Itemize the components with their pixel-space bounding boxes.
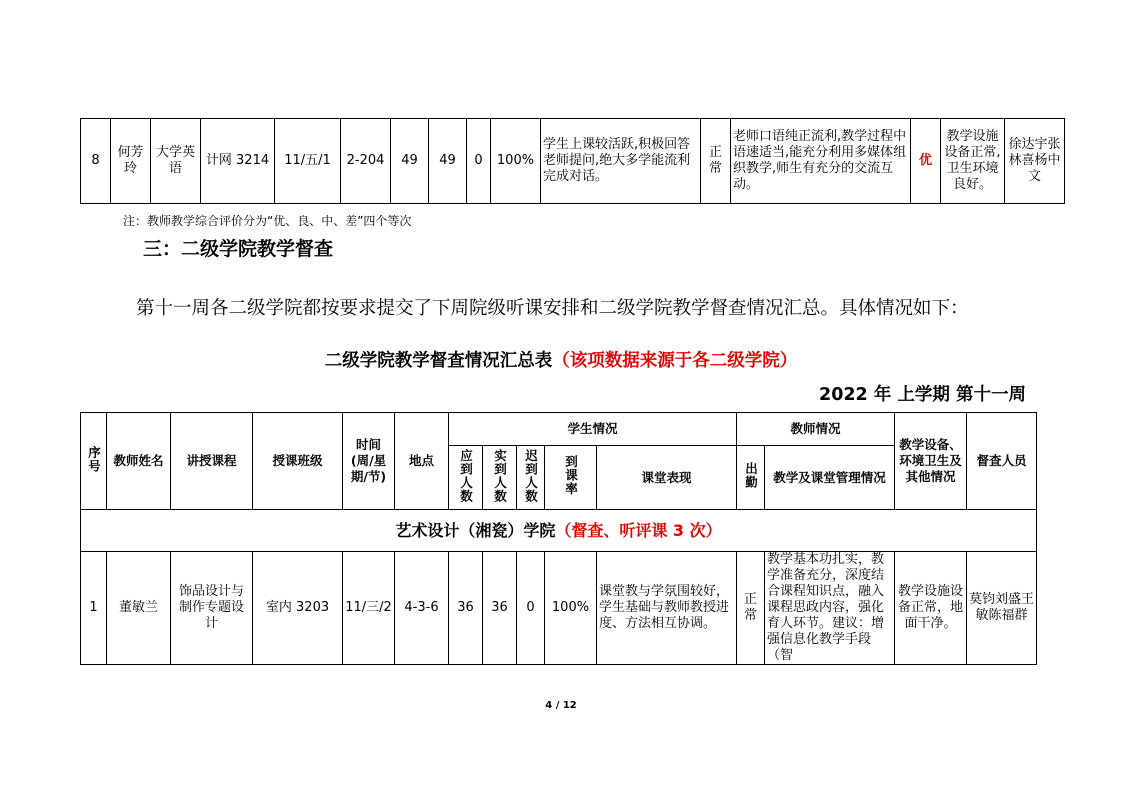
attendance-rate: 100% [491, 119, 541, 204]
intro-paragraph: 第十一周各二级学院都按要求提交了下周院级听课安排和二级学院教学督查情况汇总。具体情况如下： [136, 298, 969, 319]
late-count: 0 [467, 119, 491, 204]
header-class: 授课班级 [253, 413, 343, 510]
header-performance: 课堂表现 [597, 446, 737, 510]
course-name: 大学英语 [151, 119, 201, 204]
row-number: 8 [81, 119, 111, 204]
college-count-note: （督查、听评课 3 次） [555, 520, 722, 540]
college-heading [81, 510, 1037, 552]
header-row [81, 413, 1037, 446]
header-late: 迟到人数 [517, 446, 545, 510]
header-location: 地点 [395, 413, 449, 510]
header-teacher-group: 教师情况 [737, 413, 895, 446]
header-expected: 应到人数 [449, 446, 483, 510]
header-facilities: 教学设备、环境卫生及其他情况 [895, 413, 967, 510]
summary-title [0, 347, 1122, 372]
expected-count: 36 [449, 552, 483, 665]
semester-label: 2022 年 上学期 第十一周 [819, 385, 1026, 405]
expected-count: 49 [391, 119, 429, 204]
header-actual: 实到人数 [483, 446, 517, 510]
late-count: 0 [517, 552, 545, 665]
header-inspectors: 督查人员 [967, 413, 1037, 510]
header-no: 序号 [81, 413, 107, 510]
page-number: 4 / 12 [545, 700, 577, 711]
section-heading: 三：二级学院教学督查 [143, 238, 334, 260]
summary-title-main: 二级学院教学督查情况汇总表 [324, 351, 553, 371]
class-time: 11/五/1 [275, 119, 341, 204]
supervision-table-continued [80, 118, 1065, 204]
summary-title-note: （该项数据来源于各二级学院） [552, 351, 798, 371]
header-time: 时间(周/星期/节) [343, 413, 395, 510]
header-student-group: 学生情况 [449, 413, 737, 446]
course-name: 饰品设计与制作专题设计 [171, 552, 253, 665]
class-time: 11/三/2 [343, 552, 395, 665]
rating: 优 [911, 119, 941, 204]
actual-count: 49 [429, 119, 467, 204]
inspectors: 徐达宇张林喜杨中文 [1005, 119, 1065, 204]
attendance-rate: 100% [545, 552, 597, 665]
header-attendance: 出勤 [737, 446, 765, 510]
actual-count: 36 [483, 552, 517, 665]
rating-note: 注：教师教学综合评价分为“优、良、中、差”四个等次 [123, 214, 412, 228]
class-performance: 课堂教与学氛围较好，学生基础与教师教授进度、方法相互协调。 [597, 552, 737, 665]
header-rate: 到课率 [545, 446, 597, 510]
class-performance: 学生上课较活跃,积极回答老师提问,绝大多学能流利完成对话。 [541, 119, 701, 204]
header-teacher: 教师姓名 [107, 413, 171, 510]
table-row [81, 119, 1065, 204]
teacher-name: 何芳玲 [111, 119, 151, 204]
location: 4-3-6 [395, 552, 449, 665]
teacher-name: 董敏兰 [107, 552, 171, 665]
teacher-attendance: 正常 [701, 119, 731, 204]
college-row [81, 510, 1037, 552]
class-name: 计网 3214 [201, 119, 275, 204]
class-period: 2-204 [341, 119, 391, 204]
inspectors: 莫钧刘盛王敏陈福群 [967, 552, 1037, 665]
facilities: 教学设施设备正常，地面干净。 [895, 552, 967, 665]
row-number: 1 [81, 552, 107, 665]
table-row [81, 552, 1037, 665]
college-name: 艺术设计（湘瓷）学院 [395, 520, 556, 540]
class-name: 室内 3203 [253, 552, 343, 665]
teacher-attendance: 正常 [737, 552, 765, 665]
teaching-management: 教学基本功扎实，教学准备充分，深度结合课程知识点，融入课程思政内容，强化育人环节。建议：增强信息化教学手段（智 [765, 552, 895, 665]
facilities: 教学设施设备正常,卫生环境良好。 [941, 119, 1005, 204]
header-management: 教学及课堂管理情况 [765, 446, 895, 510]
teaching-management: 老师口语纯正流利,教学过程中语速适当,能充分利用多媒体组织教学,师生有充分的交流互动。 [731, 119, 911, 204]
header-course: 讲授课程 [171, 413, 253, 510]
summary-table [80, 412, 1037, 665]
